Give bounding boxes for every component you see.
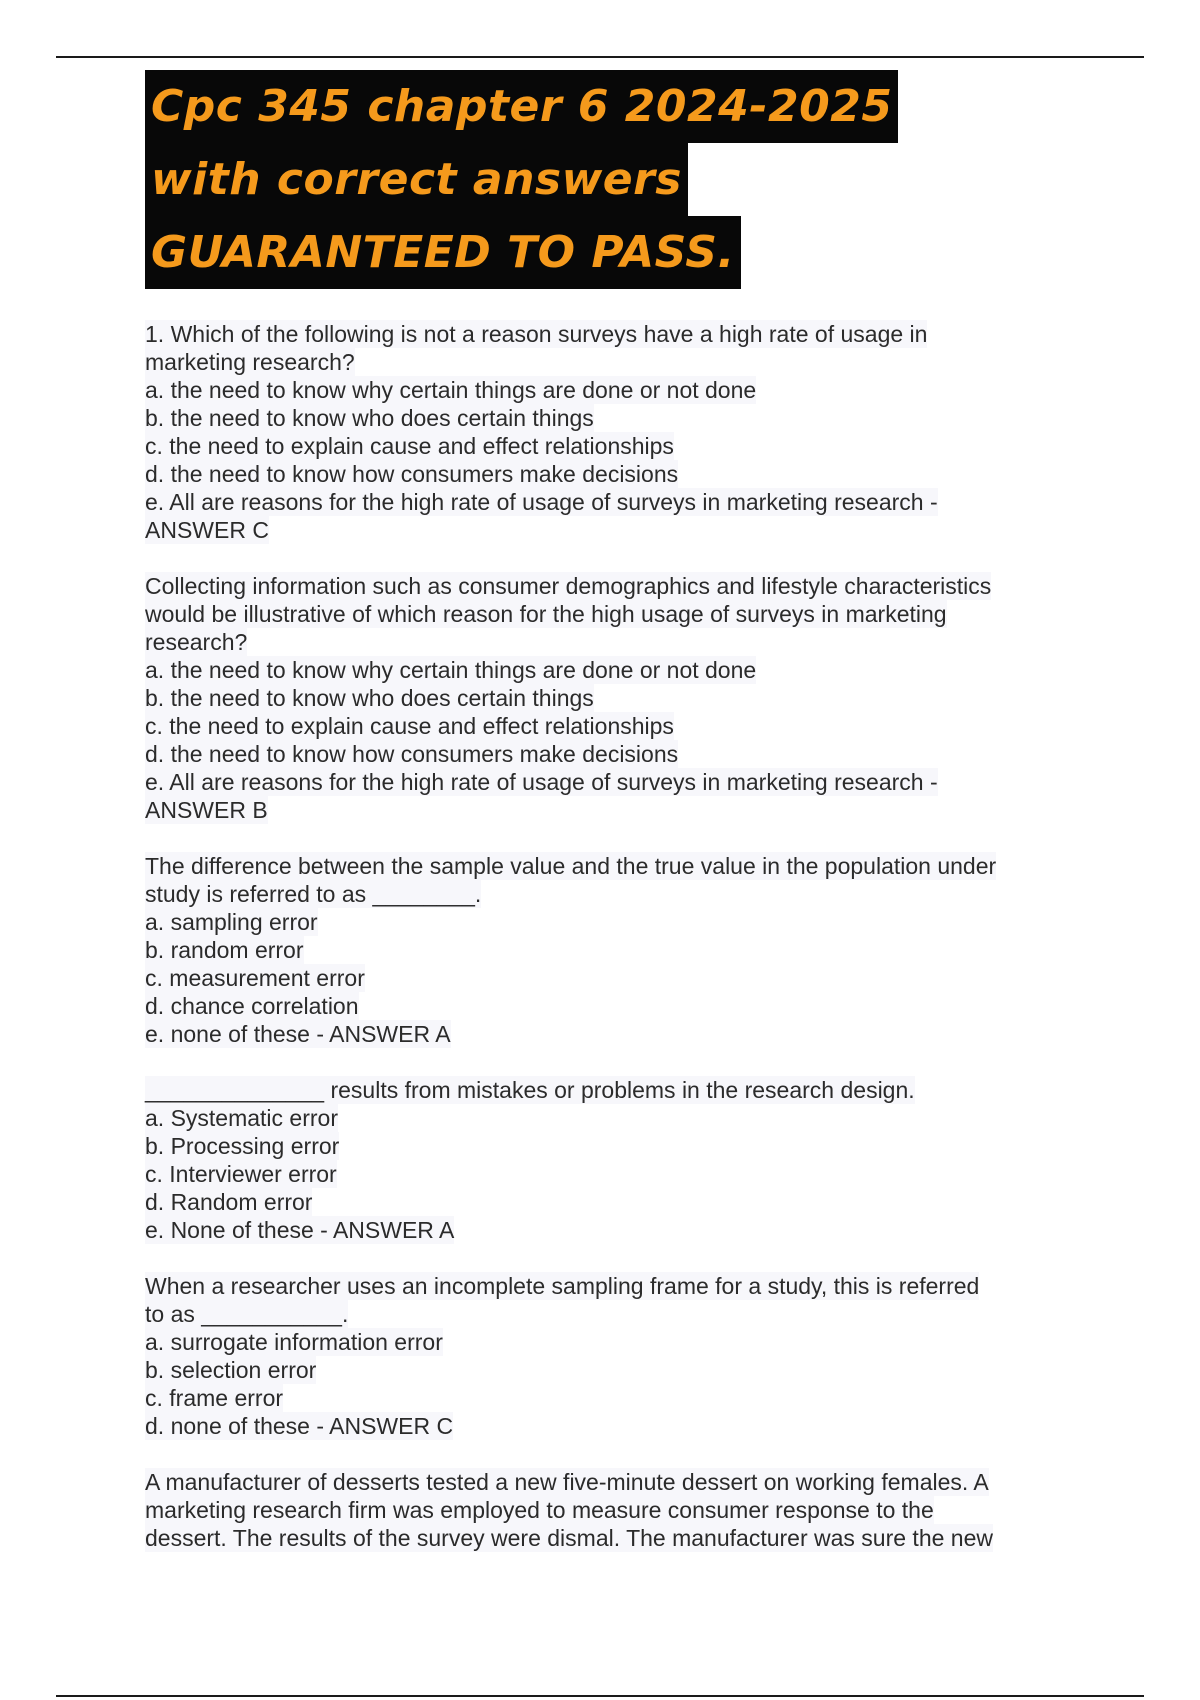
option-line: b. selection error <box>145 1357 317 1383</box>
question-line: When a researcher uses an incomplete sampling frame for a study, this is referred <box>145 1273 980 1299</box>
option-line: d. the need to know how consumers make decisions <box>145 461 679 487</box>
option-line: e. All are reasons for the high rate of usage of surveys in marketing research - <box>145 769 938 795</box>
option-line: b. Processing error <box>145 1133 340 1159</box>
question-block <box>145 1272 1055 1440</box>
option-line: a. surrogate information error <box>145 1329 443 1355</box>
option-line: b. the need to know who does certain things <box>145 685 594 711</box>
top-rule <box>56 56 1144 58</box>
answer-line: e. None of these - ANSWER A <box>145 1217 455 1243</box>
question-block <box>145 572 1055 824</box>
title-line: with correct answers <box>145 143 688 216</box>
option-line: c. frame error <box>145 1385 284 1411</box>
question-block <box>145 1468 1055 1552</box>
question-line: marketing research firm was employed to measure consumer response to the <box>145 1497 934 1523</box>
option-line: c. Interviewer error <box>145 1161 337 1187</box>
answer-line: e. none of these - ANSWER A <box>145 1021 451 1047</box>
option-line: c. measurement error <box>145 965 365 991</box>
question-block <box>145 320 1055 544</box>
question-line: The difference between the sample value and the true value in the population under <box>145 853 997 879</box>
document-title <box>145 70 898 289</box>
question-line: dessert. The results of the survey were dismal. The manufacturer was sure the new <box>145 1525 993 1551</box>
option-line: a. Systematic error <box>145 1105 338 1131</box>
question-line: 1. Which of the following is not a reason surveys have a high rate of usage in <box>145 321 928 347</box>
question-block <box>145 852 1055 1048</box>
question-line: study is referred to as ________. <box>145 881 482 907</box>
question-line: to as ___________. <box>145 1301 349 1327</box>
question-line: A manufacturer of desserts tested a new five-minute dessert on working females. A <box>145 1469 989 1495</box>
question-line: marketing research? <box>145 349 355 375</box>
option-line: a. the need to know why certain things are done or not done <box>145 377 757 403</box>
question-block <box>145 1076 1055 1244</box>
option-line: b. the need to know who does certain things <box>145 405 594 431</box>
option-line: c. the need to explain cause and effect relationships <box>145 433 674 459</box>
answer-line: ANSWER C <box>145 517 269 543</box>
title-line: GUARANTEED TO PASS. <box>145 216 741 289</box>
question-list <box>145 320 1055 1580</box>
answer-line: ANSWER B <box>145 797 268 823</box>
option-line: e. All are reasons for the high rate of usage of surveys in marketing research - <box>145 489 938 515</box>
option-line: c. the need to explain cause and effect relationships <box>145 713 674 739</box>
option-line: d. the need to know how consumers make decisions <box>145 741 679 767</box>
question-line: research? <box>145 629 248 655</box>
title-line: Cpc 345 chapter 6 2024-2025 <box>145 70 898 143</box>
question-line: would be illustrative of which reason for the high usage of surveys in marketing <box>145 601 947 627</box>
option-line: a. the need to know why certain things are done or not done <box>145 657 757 683</box>
answer-line: d. none of these - ANSWER C <box>145 1413 454 1439</box>
option-line: d. chance correlation <box>145 993 359 1019</box>
question-line: Collecting information such as consumer demographics and lifestyle characteristics <box>145 573 992 599</box>
option-line: d. Random error <box>145 1189 313 1215</box>
option-line: a. sampling error <box>145 909 318 935</box>
bottom-rule <box>56 1695 1144 1697</box>
option-line: b. random error <box>145 937 304 963</box>
question-line: ______________ results from mistakes or problems in the research design. <box>145 1077 915 1103</box>
